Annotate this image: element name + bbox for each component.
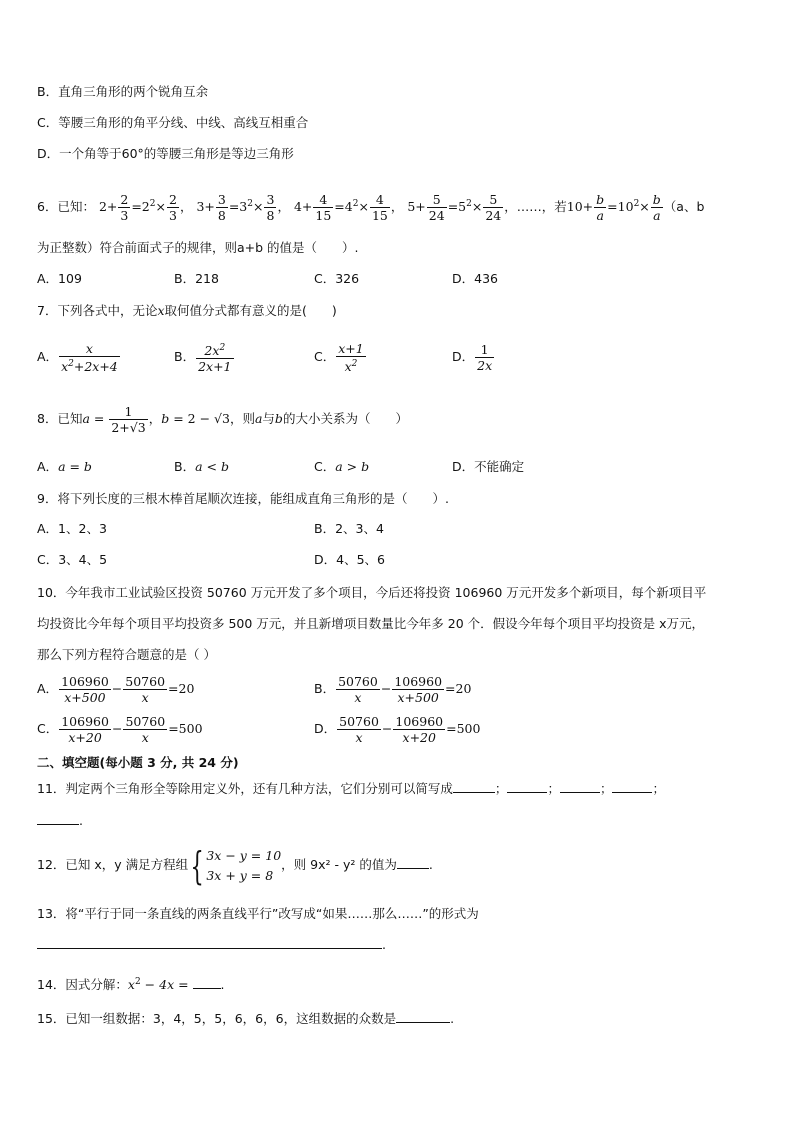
q7-stem-a: 7．下列各式中，无论 xyxy=(37,303,158,318)
q9-option-c: C．3、4、5 xyxy=(37,552,108,567)
q14-text: 14．因式分解： xyxy=(37,977,128,993)
q5-option-b: B．直角三角形的两个锐角互余 xyxy=(37,84,209,99)
q8-option-a: A．a = b xyxy=(37,459,92,474)
q11-blank-5[interactable] xyxy=(37,812,79,825)
q12-brace: { xyxy=(190,843,204,888)
q8-with: 与 xyxy=(262,411,275,426)
q7-label-b: B． xyxy=(174,349,196,364)
q5-option-d: D．一个角等于60°的等腰三角形是等边三角形 xyxy=(37,146,294,161)
q10-option-b: B． $\frac{50760}{x}$ − $\frac{106960}{x+500}$ =20 xyxy=(314,674,472,705)
q12-stem xyxy=(37,842,433,888)
q11-sep-2: ； xyxy=(547,781,560,796)
q15-end: . xyxy=(450,1011,455,1026)
q11-blank-4[interactable] xyxy=(612,780,652,793)
q8-option-d-text: 不能确定 xyxy=(474,459,525,474)
q11-text: 11．判定两个三角形全等除用定义外，还有几种方法，它们分别可以简写成 xyxy=(37,781,453,796)
q10-line1: 10．今年我市工业试验区投资 50760 万元开发了多个项目，今后还将投资 106960 万元开发多个新项目，每个新项目平 xyxy=(37,585,707,600)
q7-label-a: A． xyxy=(37,349,59,364)
q13-blank[interactable] xyxy=(37,936,382,949)
q8-label-b: B． xyxy=(174,459,196,474)
q15-stem xyxy=(37,1010,454,1028)
q8-rel: ，则 xyxy=(229,411,255,426)
q12-blank[interactable] xyxy=(397,856,429,869)
q7-label-d: D． xyxy=(452,349,475,364)
q11-line1 xyxy=(37,780,665,798)
q11-blank-2[interactable] xyxy=(507,780,547,793)
q9-option-b: B．2、3、4 xyxy=(314,521,384,536)
q10-line2: 均投资比今年每个项目平均投资多 500 万元，并且新增项目数量比今年多 20 个．假设今年每个项目平均投资是 x万元， xyxy=(37,616,705,631)
q5-option-c: C．等腰三角形的角平分线、中线、高线互相重合 xyxy=(37,115,309,130)
q13-line1: 13．将“平行于同一条直线的两条直线平行”改写成“如果……那么……”的形式为 xyxy=(37,906,479,921)
q12-text-b: ，则 9x² - y² 的值为 xyxy=(281,857,397,872)
q9-stem: 9．将下列长度的三根木棒首尾顺次连接，能组成直角三角形的是（ ）. xyxy=(37,491,449,506)
q7-option-a: A． $\frac{x}{x^2+2x+4}$ xyxy=(37,340,118,375)
q8-tail: 的大小关系为（ ） xyxy=(282,411,408,426)
q15-blank[interactable] xyxy=(396,1010,450,1023)
q10-option-a: A． $\frac{106960}{x+500}$ − $\frac{50760}{x}$ =20 xyxy=(37,674,195,705)
q8-option-d xyxy=(452,458,524,476)
q7-stem-var: x xyxy=(157,303,165,318)
q6-number: 6．已知： xyxy=(37,199,95,215)
q6-option-b: B．218 xyxy=(174,271,219,286)
q8-stem: 8．已知a = $\frac{1}{2+√3}$ ，b = 2 − √3，则a与b的大小关系为（ ） xyxy=(37,404,408,435)
q7-option-b: B． $\frac{2x^2}{2x+1}$ xyxy=(174,342,232,375)
q14-blank[interactable] xyxy=(193,976,221,989)
q7-label-c: C． xyxy=(314,349,336,364)
q12-text-a: 12．已知 x，y 满足方程组 xyxy=(37,857,189,872)
q6-ellipsis: ，……，若 xyxy=(504,199,567,215)
q11-sep-4: ； xyxy=(652,781,665,796)
q7-option-c: C． $\frac{x+1}{x^2}$ xyxy=(314,340,364,375)
q6-tail: （a、b xyxy=(663,199,705,215)
q11-blank-3[interactable] xyxy=(560,780,600,793)
q13-line2 xyxy=(37,936,386,954)
q7-stem-b: 取何值分式都有意义的是( ) xyxy=(164,303,337,318)
q8-option-c: C．a > b xyxy=(314,459,370,474)
q11-end: . xyxy=(79,813,83,828)
section-heading-fill-in: 二、填空题(每小题 3 分, 共 24 分) xyxy=(37,755,239,770)
q8-label-d: D． xyxy=(452,459,475,474)
q8-option-b: B．a < b xyxy=(174,459,229,474)
q12-end: . xyxy=(428,857,433,872)
q11-sep-3: ； xyxy=(599,781,613,796)
q6-line2: 为正整数）符合前面式子的规律，则a+b 的值是（ ）. xyxy=(37,240,359,255)
q10-label-b: B． xyxy=(314,681,336,696)
q8-label-a: A． xyxy=(37,459,59,474)
q10-option-c: C． $\frac{106960}{x+20}$ − $\frac{50760}{x}$ =500 xyxy=(37,714,203,745)
q11-blank-1[interactable] xyxy=(453,780,495,793)
q13-end: . xyxy=(382,937,386,952)
q6-option-c: C．326 xyxy=(314,271,360,286)
q12-system: 3x − y = 10 3x + y = 8 xyxy=(206,847,282,883)
q11-sep-1: ； xyxy=(494,781,508,796)
q6-stem: 6．已知： 2+ $\frac{2}{3}$ $=2^2\times$ $\frac{2}{3}$ ， 3+ $\frac{3}{8}$ $=3^2\times$ $\frac{3}{8}$ ， 4+ $\frac{4}{15}$ $=4^2\times$ $\frac{4}{15}$ ， 5+ $\frac{5}{24}$ $=5^2\times$ $\frac{5}{24}$ ，……，若10+ $\frac{b}{a}$ $=10^2\times$ $\frac{b}{a}$ （a、b xyxy=(37,192,705,224)
q14-end: . xyxy=(220,977,225,993)
q11-line2 xyxy=(37,812,83,830)
q14-stem: 14．因式分解：$x^2 - 4x$ = . xyxy=(37,977,225,993)
q10-label-d: D． xyxy=(314,721,337,736)
q6-option-a: A．109 xyxy=(37,271,82,286)
q10-option-d: D． $\frac{50760}{x}$ − $\frac{106960}{x+20}$ =500 xyxy=(314,714,481,745)
q10-label-c: C． xyxy=(37,721,59,736)
q6-option-d: D．436 xyxy=(452,271,498,286)
q8-number: 8．已知 xyxy=(37,411,83,426)
q9-option-a: A．1、2、3 xyxy=(37,521,107,536)
q9-option-d: D．4、5、6 xyxy=(314,552,385,567)
q8-label-c: C． xyxy=(314,459,336,474)
q7-option-d: D． $\frac{1}{2x}$ xyxy=(452,342,493,373)
q10-line3: 那么下列方程符合题意的是（ ） xyxy=(37,647,216,662)
q7-stem xyxy=(37,302,337,320)
q15-text: 15．已知一组数据：3，4，5，5，6，6，6，这组数据的众数是 xyxy=(37,1011,397,1026)
q10-label-a: A． xyxy=(37,681,59,696)
